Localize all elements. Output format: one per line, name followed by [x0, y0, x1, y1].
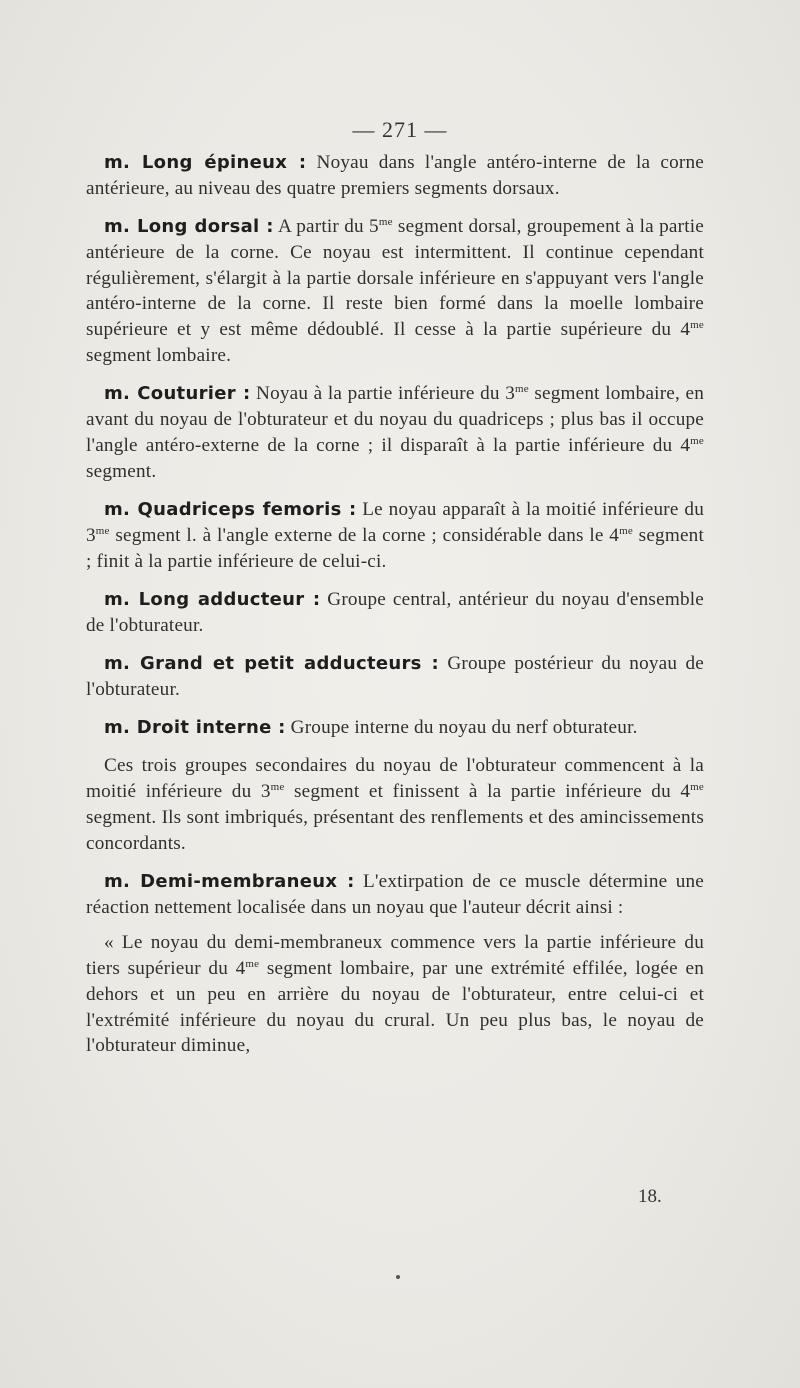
paragraph-text: segment lombaire. — [86, 345, 232, 367]
paragraph-text: Groupe postérieur du noyau de l'obturateur. — [86, 653, 704, 700]
paragraph-text: segment lombaire, par une extrémité effilée, logée en dehors et un peu en arrière du noyau de l'obturateur, entre celui-ci et l'extrémité inférieure du noyau du crural. Un peu plus bas, le noyau de l'obturateur diminue, — [86, 958, 704, 1057]
paragraph-text: Le noyau apparaît à la moitié inférieure du 3 — [86, 499, 704, 546]
paragraph-text: Groupe interne du noyau du nerf obturateur. — [285, 717, 638, 739]
signature-mark: 18. — [638, 1186, 662, 1207]
paragraph-text: A partir du 5 — [273, 216, 379, 238]
muscle-heading: m. Long adducteur : — [104, 588, 321, 610]
paragraph — [86, 930, 704, 1059]
page-number: — 271 — — [352, 117, 448, 142]
ordinal-superscript: me — [690, 781, 705, 794]
ordinal-superscript: me — [378, 216, 393, 229]
paragraph-text: Noyau à la partie inférieure du 3 — [250, 383, 515, 405]
paragraph-text: segment dorsal, groupement à la partie antérieure de la corne. Ce noyau est intermittent. Il continue cependant régulièrement, s'élargit à la partie dorsale inférieure en s'appuyant vers l'angle antéro-interne de la corne. Il reste bien formé dans la moelle lombaire supérieure et y est même dédoublé. Il cesse à la partie supérieure du 4 — [86, 216, 704, 341]
ordinal-superscript: me — [690, 434, 704, 447]
muscle-heading: m. Quadriceps femoris : — [104, 499, 357, 521]
ordinal-superscript: me — [515, 383, 529, 396]
ordinal-superscript: me — [690, 319, 704, 332]
ordinal-superscript: me — [619, 524, 633, 537]
ordinal-superscript: me — [270, 781, 285, 794]
ordinal-superscript: me — [245, 958, 260, 971]
paragraph — [86, 869, 704, 921]
paragraph — [86, 587, 704, 639]
ordinal-superscript: me — [95, 524, 110, 537]
paragraph-text: segment l. à l'angle externe de la corne ; considérable dans le 4 — [109, 524, 620, 546]
paragraph-text: segment. Ils sont imbriqués, présentant des renflements et des amincissements concordants. — [86, 807, 704, 854]
paragraph-text: Ces trois groupes secondaires du noyau de l'obturateur commencent à la moitié inférieure du 3 — [86, 755, 704, 803]
paragraph-text: Groupe central, antérieur du noyau d'ensemble de l'obturateur. — [86, 588, 704, 636]
paragraph-text: segment. — [86, 460, 157, 482]
paragraph-text: segment lombaire, en avant du noyau de l'obturateur et du noyau du quadriceps ; plus bas il occupe l'angle antéro-externe de la corne ; il disparaît à la partie inférieure du 4 — [86, 383, 705, 456]
muscle-heading: m. Couturier : — [104, 383, 251, 405]
muscle-heading: m. Droit interne : — [104, 717, 286, 739]
paragraph-text: Noyau dans l'angle antéro-interne de la corne antérieure, au niveau des quatre premiers segments dorsaux. — [86, 152, 704, 199]
paragraph — [86, 214, 704, 369]
muscle-heading: m. Long dorsal : — [104, 216, 274, 238]
paragraph-text: « Le noyau du demi-membraneux commence vers la partie inférieure du tiers supérieur du 4 — [86, 932, 704, 980]
muscle-heading: m. Demi-membraneux : — [104, 871, 355, 893]
paragraph — [86, 150, 704, 202]
paragraph — [86, 715, 704, 741]
paragraph — [86, 381, 704, 484]
body-text — [86, 150, 704, 1072]
muscle-heading: m. Grand et petit adducteurs : — [104, 653, 440, 675]
ink-speck — [396, 1275, 400, 1279]
muscle-heading: m. Long épineux : — [104, 152, 307, 173]
paragraph — [86, 753, 704, 856]
paragraph — [86, 497, 704, 574]
paragraph-text: L'extirpation de ce muscle détermine une réaction nettement localisée dans un noyau que l'auteur décrit ainsi : — [86, 871, 704, 918]
paragraph-text: segment ; finit à la partie inférieure de celui-ci. — [86, 524, 704, 572]
paragraph — [86, 651, 704, 703]
paragraph-text: segment et finissent à la partie inférieure du 4 — [284, 781, 691, 803]
